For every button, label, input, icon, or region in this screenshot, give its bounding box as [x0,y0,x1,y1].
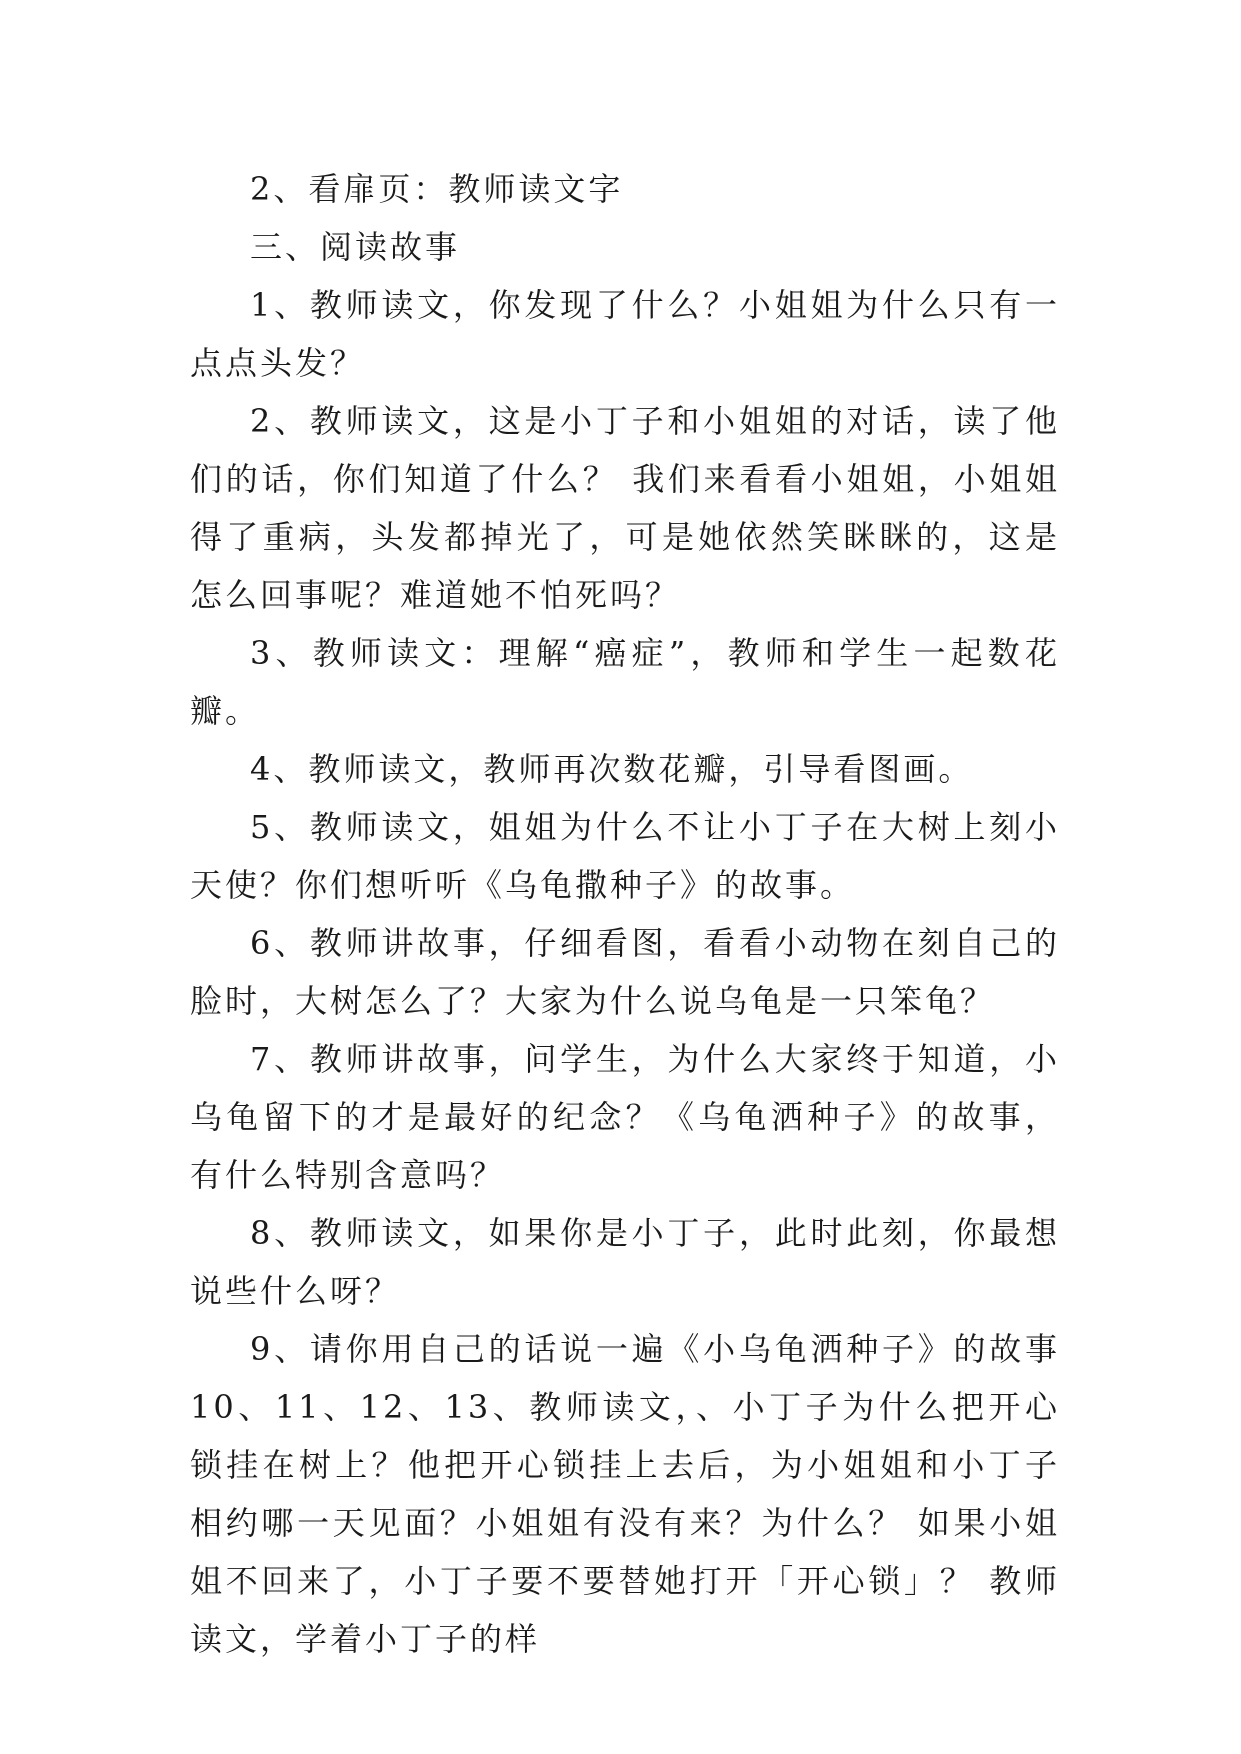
paragraph: 3、教师读文：理解“癌症”，教师和学生一起数花瓣。 [190,634,1060,730]
paragraph: 1、教师读文，你发现了什么？小姐姐为什么只有一点点头发？ [190,286,1060,382]
paragraph: 8、教师读文，如果你是小丁子，此时此刻，你最想说些什么呀？ [190,1214,1060,1310]
paragraph: 6、教师讲故事，仔细看图，看看小动物在刻自己的脸时，大树怎么了？大家为什么说乌龟是一只笨龟？ [190,924,1060,1020]
paragraph: 2、教师读文，这是小丁子和小姐姐的对话，读了他们的话，你们知道了什么？ 我们来看看小姐姐，小姐姐得了重病，头发都掉光了，可是她依然笑眯眯的，这是怎么回事呢？难道她不怕死吗？ [190,402,1060,614]
paragraph: 4、教师读文，教师再次数花瓣，引导看图画。 [250,750,974,788]
document-body [190,160,1060,1668]
paragraph: 2、看扉页：教师读文字 [250,170,624,208]
section-heading: 三、阅读故事 [250,228,461,266]
paragraph: 7、教师讲故事，问学生，为什么大家终于知道，小乌龟留下的才是最好的纪念？《乌龟洒种子》的故事，有什么特别含意吗？ [190,1040,1060,1194]
paragraph: 5、教师读文，姐姐为什么不让小丁子在大树上刻小天使？你们想听听《乌龟撒种子》的故事。 [190,808,1060,904]
paragraph: 9、请你用自己的话说一遍《小乌龟洒种子》的故事 10、11、12、13、教师读文，、小丁子为什么把开心锁挂在树上？他把开心锁挂上去后，为小姐姐和小丁子相约哪一天见面？小姐姐有没有来？为什么？ 如果小姐姐不回来了，小丁子要不要替她打开「开心锁」？ 教师读文，学着小丁子的样 [190,1330,1060,1658]
